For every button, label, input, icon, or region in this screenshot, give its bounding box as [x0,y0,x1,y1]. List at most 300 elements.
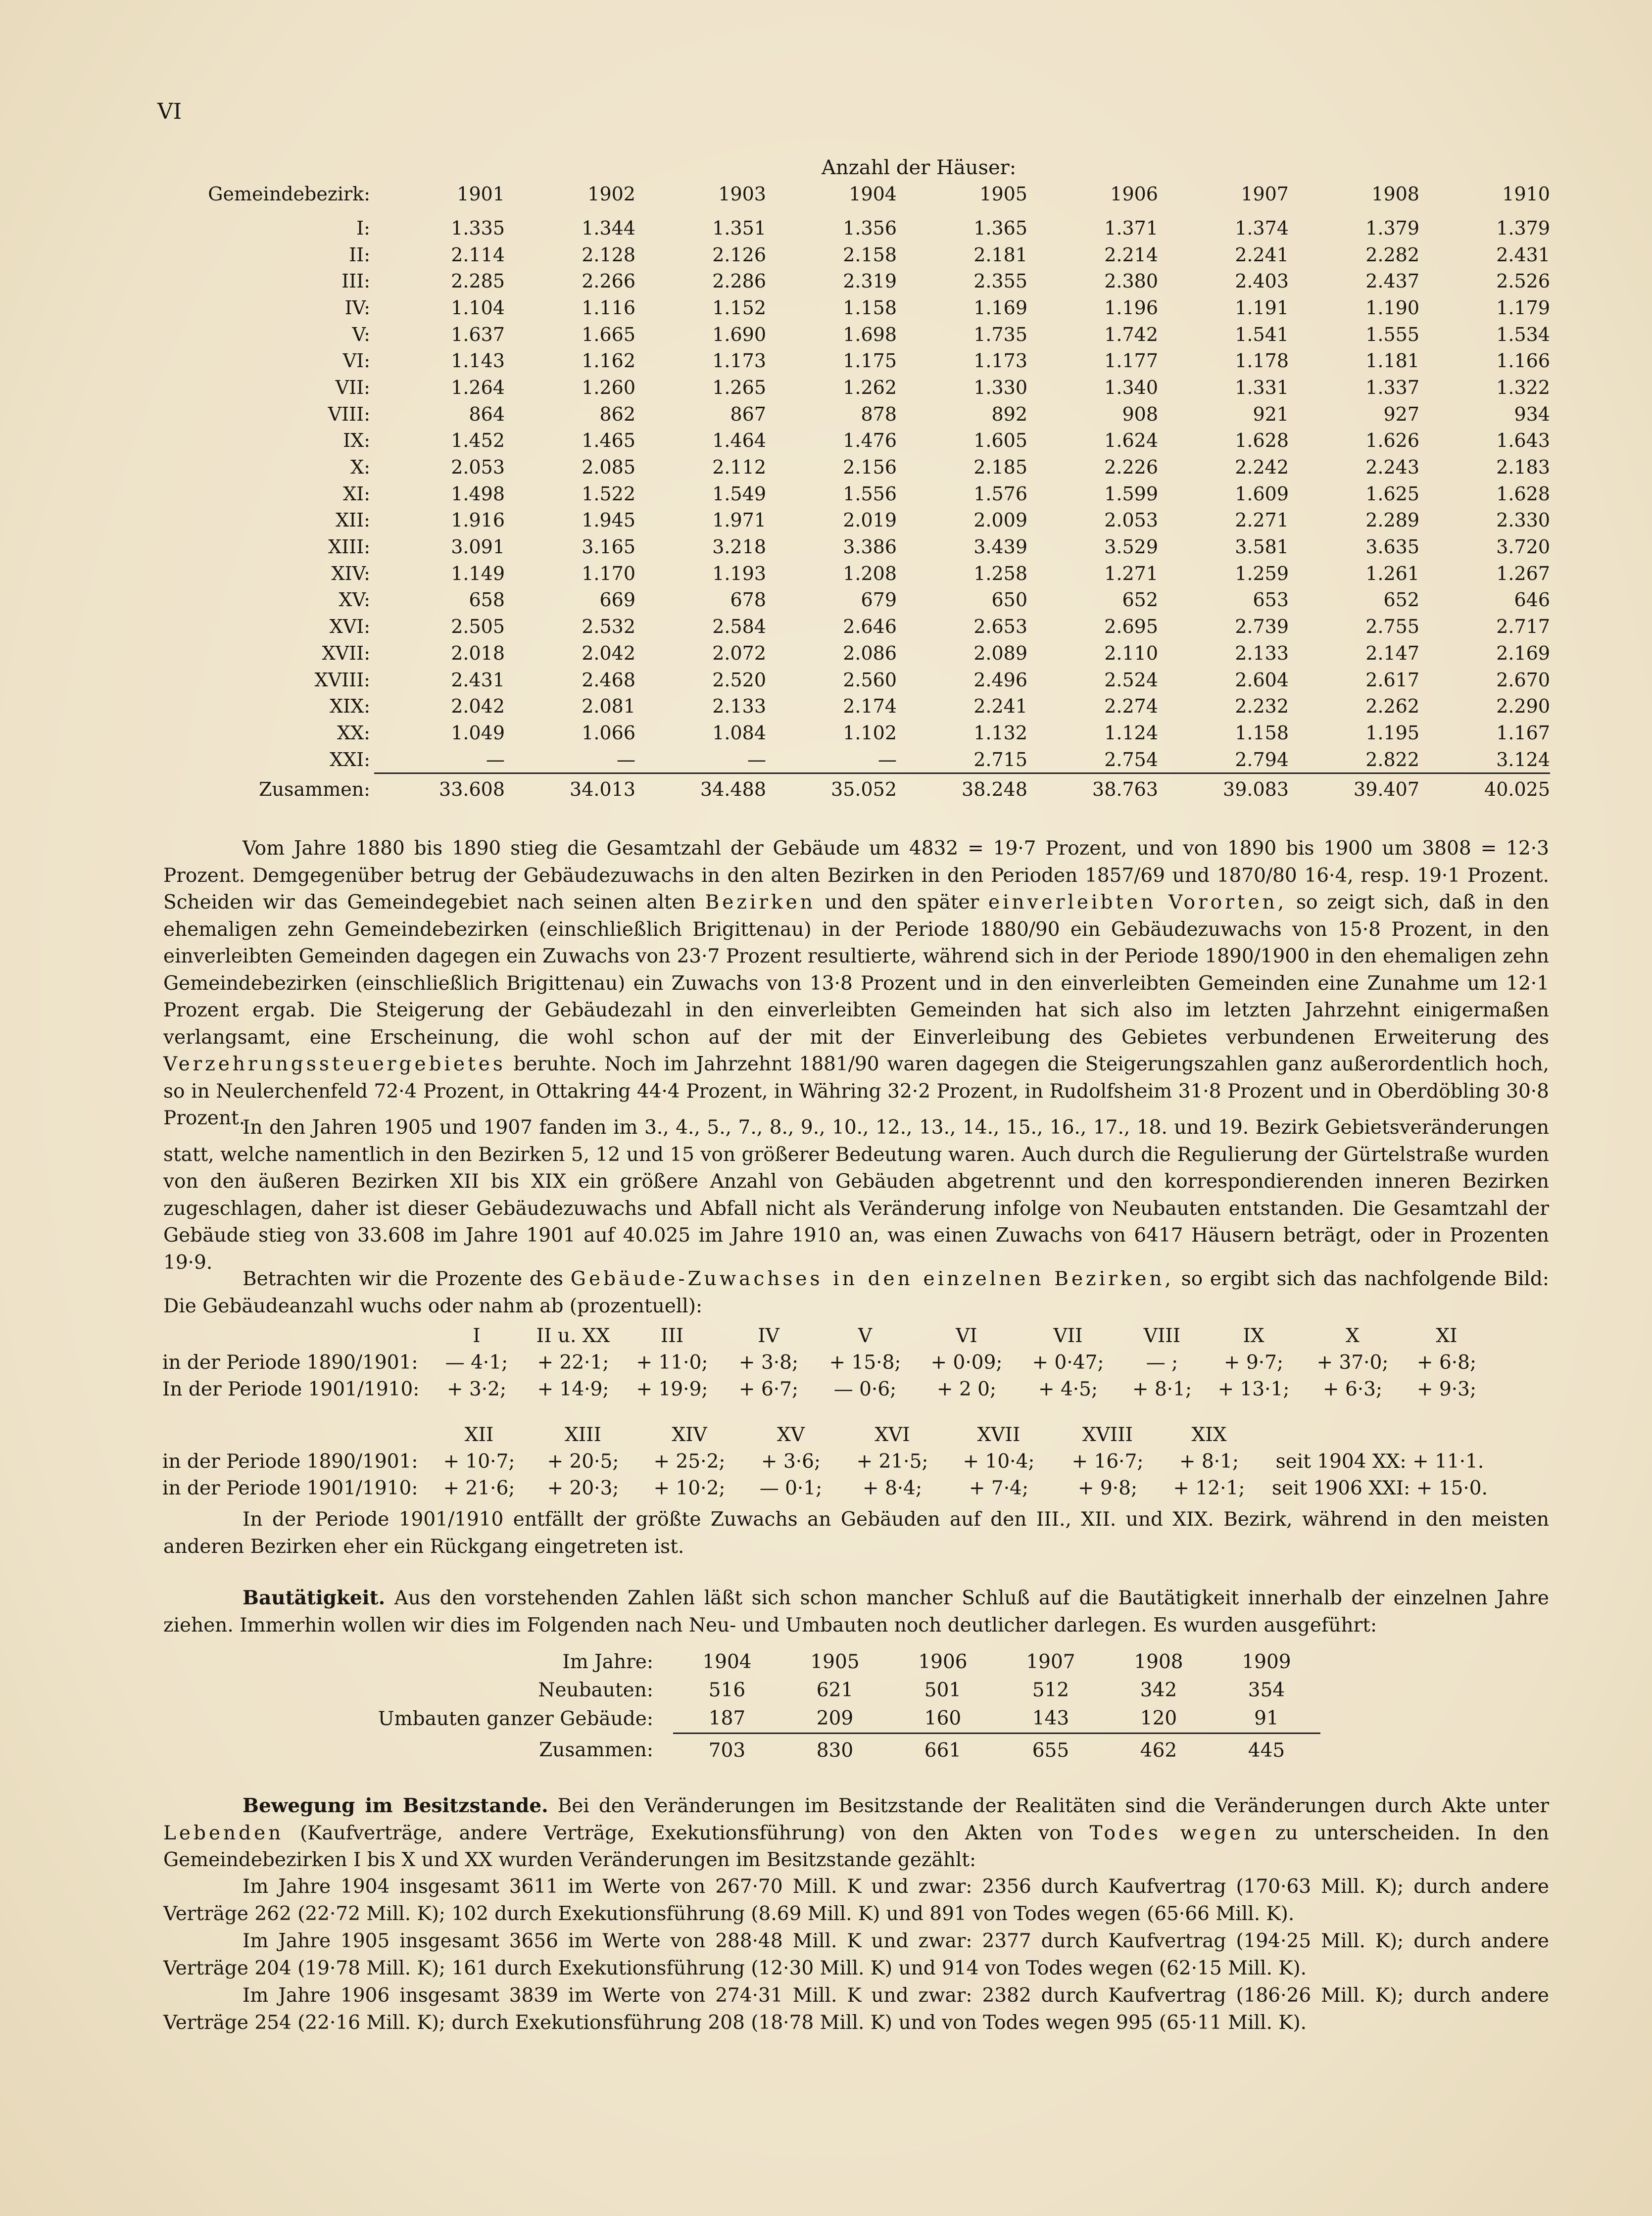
table-cell: 1.132 [973,722,1027,744]
table-cell: 1.576 [973,482,1027,505]
table-cell: 878 [861,403,897,425]
table-cell: 1.158 [1235,722,1289,744]
table-cell: 2.274 [1104,695,1158,718]
table-cell: 2.042 [451,695,505,718]
table-cell: 2.266 [582,270,635,292]
table-cell: 2.133 [1235,642,1289,664]
district-label: VII: [335,376,370,398]
table-cell: 2.822 [1365,748,1419,771]
table-cell: 2.604 [1235,669,1289,691]
percentage-cell: + 3·8; [738,1351,799,1374]
table-cell: 1.331 [1235,376,1289,398]
table-cell: 2.526 [1496,270,1550,292]
table-cell: 1.049 [451,722,505,744]
year-header: 1905 [979,183,1027,205]
district-column-head: XIII [565,1423,601,1446]
table-cell: 3.218 [712,536,766,558]
total-cell: 35.052 [766,773,897,805]
year-header: 1907 [1241,183,1289,205]
table-cell: 652 [1383,589,1419,611]
table-row [178,560,1550,587]
district-column-head: XIV [672,1423,707,1446]
district-label: XVIII: [314,669,370,691]
year-header: 1901 [457,183,505,205]
table-cell: 3.386 [843,536,897,558]
table-row [178,640,1550,667]
table-cell: 1.193 [712,562,766,584]
period-label: in der Periode 1901/1910: [162,1477,418,1499]
percentage-row [162,1448,1504,1475]
table-cell: 1.356 [843,217,897,239]
table-cell: 1.143 [451,350,505,372]
total-cell: 40.025 [1419,773,1550,805]
year-header: 1904 [702,1651,752,1673]
total-cell: 39.083 [1158,773,1289,805]
percentage-cell: + 4·5; [1038,1378,1098,1400]
construction-cell: 512 [1032,1679,1069,1701]
page-number: VI [157,99,182,124]
section-heading-besitzstand: Bewegung im Besitzstande. [243,1794,548,1817]
paragraph-percentages-intro: Betrachten wir die Prozente des Gebäude-Zuwachses in den einzelnen Bezirken, so ergibt sich das nachfolgende Bild: Die Gebäudeanzahl wuchs oder nahm ab (prozentuell): [163,1268,1549,1317]
period-label: in der Periode 1890/1901: [162,1351,418,1374]
table-cell: 1.162 [582,350,635,372]
houses-table [178,183,1550,805]
table-cell: 1.476 [843,430,897,452]
district-column-head: VII [1053,1324,1083,1347]
table-cell: 2.241 [973,695,1027,718]
table-cell: 2.053 [1104,509,1158,531]
table-cell: 1.104 [451,296,505,319]
year-header: 1907 [1026,1651,1075,1673]
total-cell: 655 [997,1734,1105,1767]
construction-cell: 120 [1140,1707,1177,1730]
table-cell: 2.018 [451,642,505,664]
percentage-cell: + 21·6; [443,1477,515,1499]
table-cell: 1.158 [843,296,897,319]
total-cell: 830 [781,1734,889,1767]
total-cell: 462 [1105,1734,1213,1767]
district-label: XIV: [331,562,370,584]
table-cell: 2.242 [1235,456,1289,479]
percentage-cell: + 22·1; [537,1351,609,1374]
table-cell: 1.465 [582,430,635,452]
percentage-cell: + 9·3; [1416,1378,1477,1400]
total-cell: 34.013 [505,773,635,805]
district-label: VIII: [328,403,370,425]
table-cell: 2.183 [1496,456,1550,479]
table-cell: 1.258 [973,562,1027,584]
table-cell: 1.555 [1365,323,1419,345]
percentage-cell: + 19·9; [636,1378,708,1400]
table-row [178,294,1550,321]
construction-cell: 187 [708,1707,746,1730]
district-column-head: XV [777,1423,805,1446]
table-row [178,613,1550,640]
table-cell: 1.175 [843,350,897,372]
table-cell: 3.165 [582,536,635,558]
table-row [178,241,1550,268]
percentage-cell: + 12·1; [1173,1477,1245,1499]
table-cell: 1.365 [973,217,1027,239]
table-row [178,347,1550,374]
table-cell: — [617,748,635,771]
table-cell: 2.089 [973,642,1027,664]
total-cell: 39.407 [1289,773,1419,805]
table-row [178,693,1550,720]
year-header: 1909 [1242,1651,1291,1673]
percentage-cell: + 10·4; [963,1450,1035,1473]
table-cell: 1.522 [582,482,635,505]
year-header: 1906 [1110,183,1158,205]
table-cell: 1.170 [582,562,635,584]
total-label: Zusammen: [259,778,370,800]
table-cell: 1.637 [451,323,505,345]
table-cell: 2.285 [451,270,505,292]
table-cell: 2.505 [451,616,505,638]
district-label: V: [352,323,370,345]
total-cell: 38.763 [1027,773,1158,805]
paragraph-growth-1880-1900: Vom Jahre 1880 bis 1890 stieg die Gesamtzahl der Gebäude um 4832 = 19·7 Prozent, und von 1890 bis 1900 um 3808 = 12·3 Prozent. Demgegenüber betrug der Gebäudezuwachs in den alten Bezirken in den Perioden 1857/69 und 1870/80 16·4, resp. 19·1 Prozent. Scheiden wir das Gemeindegebiet nach seinen alten Bezirken und den später einverleibten Vororten, so zeigt sich, daß in den ehemaligen zehn Gemeindebezirken (einschließlich Brigittenau) in der Periode 1880/90 ein Gebäudezuwachs von 15·8 Prozent, in den einverleibten Gemeinden dagegen ein Zuwachs von 23·7 Prozent resultierte, während sich in der Periode 1890/1900 in den ehemaligen zehn Gemeindebezirken (einschließlich Brigittenau) ein Zuwachs von 13·8 Prozent und in den einverleibten Gemeinden eine Zunahme um 12·1 Prozent ergab. Die Steigerung der Gebäudezahl in den einverleibten Gemeinden hat sich also im letzten Jahrzehnt einigermaßen verlangsamt, eine Erscheinung, die wohl schon auf der mit der Einverleibung des Gebietes verbundenen Erweiterung des Verzehrungssteuergebietes beruhte. Noch im Jahrzehnt 1881/90 waren dagegen die Steigerungszahlen ganz außerordentlich hoch, so in Neulerchenfeld 72·4 Prozent, in Ottakring 44·4 Prozent, in Währing 32·2 Prozent, in Rudolfsheim 31·8 Prozent und in Oberdöbling 30·8 Prozent. [163,837,1549,1129]
percentage-cell: + 10·2; [653,1477,726,1499]
paragraph-year-1906: Im Jahre 1906 insgesamt 3839 im Werte von 274·31 Mill. K und zwar: 2382 durch Kaufvertrag (186·26 Mill. K); durch andere Verträge 254 (22·16 Mill. K); durch Exekutionsführung 208 (18·78 Mill. K) und von Todes wegen 995 (65·11 Mill. K). [163,1984,1549,2034]
table-cell: 3.635 [1365,536,1419,558]
percentage-row [162,1349,1489,1376]
table-cell: 1.698 [843,323,897,345]
total-cell: 33.608 [374,773,505,805]
percentage-cell: + 11·0; [636,1351,708,1374]
table-cell: 1.534 [1496,323,1550,345]
total-cell: 38.248 [897,773,1027,805]
table-cell: 1.259 [1235,562,1289,584]
district-column-head: XII [464,1423,494,1446]
percentage-cell: + 7·4; [969,1477,1029,1499]
table-cell: 1.264 [451,376,505,398]
construction-cell: 621 [816,1679,854,1701]
table-cell: 2.524 [1104,669,1158,691]
table-cell: 2.081 [582,695,635,718]
table-cell: 2.754 [1104,748,1158,771]
percentage-table-1 [162,1322,1489,1402]
table-cell: 2.114 [451,243,505,266]
construction-row [366,1704,1320,1734]
district-label: XIX: [330,695,370,718]
construction-cell: 354 [1248,1679,1285,1701]
percentage-cell: + 6·3; [1322,1378,1383,1400]
period-label: In der Periode 1901/1910: [162,1378,420,1400]
total-cell: 661 [889,1734,997,1767]
table-cell: 1.556 [843,482,897,505]
table-row [178,374,1550,401]
table-cell: 3.581 [1235,536,1289,558]
table-cell: 1.152 [712,296,766,319]
table-cell: 1.262 [843,376,897,398]
table-cell: 2.330 [1496,509,1550,531]
table-cell: 1.379 [1365,217,1419,239]
percentage-cell: + 16·7; [1071,1450,1144,1473]
percentage-cell: + 20·3; [547,1477,619,1499]
table-cell: 2.380 [1104,270,1158,292]
table-cell: 2.232 [1235,695,1289,718]
table-row [178,507,1550,534]
district-label: IX: [343,430,370,452]
spacer [162,1421,430,1448]
total-cell: 445 [1213,1734,1320,1767]
percentage-cell: seit 1904 XX: + 11·1. [1275,1450,1484,1473]
table-cell: 2.019 [843,509,897,531]
table-cell: 2.282 [1365,243,1419,266]
district-column-head: VIII [1143,1324,1181,1347]
percentage-cell: + 9·7; [1223,1351,1284,1374]
percentage-cell: — 0·6; [833,1378,897,1400]
table-cell: 1.208 [843,562,897,584]
table-cell: 1.178 [1235,350,1289,372]
table-cell: 862 [599,403,635,425]
table-cell: 2.520 [712,669,766,691]
table-cell: 2.646 [843,616,897,638]
district-column-head: IX [1243,1324,1264,1347]
district-column-head: V [858,1324,873,1347]
table-cell: 1.179 [1496,296,1550,319]
table-cell: 1.665 [582,323,635,345]
table-cell: 1.344 [582,217,635,239]
table-cell: 927 [1383,403,1419,425]
percentage-cell: + 6·8; [1416,1351,1477,1374]
table-cell: 1.735 [973,323,1027,345]
table-cell: 2.181 [973,243,1027,266]
percentage-cell: — ; [1146,1351,1178,1374]
table-cell: 3.720 [1496,536,1550,558]
percentage-cell: + 0·09; [930,1351,1003,1374]
paragraph-year-1905: Im Jahre 1905 insgesamt 3656 im Werte von 288·48 Mill. K und zwar: 2377 durch Kaufvertrag (194·25 Mill. K); durch andere Verträge 204 (19·78 Mill. K); 161 durch Exekutionsführung (12·30 Mill. K) und 914 von Todes wegen (62·15 Mill. K). [163,1930,1549,1979]
table-row [178,667,1550,693]
table-row [178,401,1550,428]
table-cell: 2.128 [582,243,635,266]
table-cell: 2.169 [1496,642,1550,664]
year-header: 1908 [1134,1651,1183,1673]
table-cell: 1.335 [451,217,505,239]
table-cell: 2.158 [843,243,897,266]
percentage-row [162,1475,1504,1501]
table-cell: 1.124 [1104,722,1158,744]
table-cell: 2.289 [1365,509,1419,531]
district-column-head: XVIII [1082,1423,1133,1446]
table-cell: 2.560 [843,669,897,691]
table-cell: 1.084 [712,722,766,744]
table-row [178,587,1550,614]
table-cell: 1.643 [1496,430,1550,452]
year-header: 1903 [718,183,766,205]
table-cell: 908 [1122,403,1158,425]
year-label: Im Jahre: [562,1651,653,1673]
district-label: X: [350,456,370,479]
table-cell: 2.403 [1235,270,1289,292]
table-cell: 2.156 [843,456,897,479]
table-row [178,215,1550,241]
district-label: XXI: [330,749,370,771]
table-cell: 1.599 [1104,482,1158,505]
percentage-cell: + 6·7; [738,1378,799,1400]
table-cell: 1.177 [1104,350,1158,372]
construction-cell: 516 [708,1679,746,1701]
district-label: XII: [336,509,370,531]
construction-cell: 160 [924,1707,962,1730]
district-column-head: XI [1436,1324,1458,1347]
percentage-cell: + 10·7; [443,1450,515,1473]
district-label: XI: [343,482,370,505]
table-cell: 1.169 [973,296,1027,319]
table-cell: 1.452 [451,430,505,452]
district-column-head: I [473,1324,481,1347]
table-cell: 1.690 [712,323,766,345]
table-cell: 2.695 [1104,616,1158,638]
table-cell: 1.549 [712,482,766,505]
table-cell: 2.653 [973,616,1027,638]
table-cell: 1.626 [1365,430,1419,452]
table-cell: 1.916 [451,509,505,531]
table-cell: — [878,748,897,771]
table-cell: 1.173 [973,350,1027,372]
percentage-cell: + 15·8; [829,1351,901,1374]
construction-header-row [366,1648,1320,1676]
table-cell: 1.371 [1104,217,1158,239]
district-column-head: III [660,1324,684,1347]
paragraph-besitzstand: Bewegung im Besitzstande. Bei den Veränderungen im Besitzstande der Realitäten sind die Veränderungen durch Akte unter Lebenden (Kaufverträge, andere Verträge, Exekutionsführung) von den Akten von Todes wegen zu unterscheiden. In den Gemeindebezirken I bis X und XX wurden Veränderungen im Besitzstande gezählt: [163,1794,1549,1871]
table-cell: 2.085 [582,456,635,479]
table-cell: 2.133 [712,695,766,718]
percentage-cell: + 8·1; [1132,1378,1192,1400]
table-cell: 2.174 [843,695,897,718]
table-cell: 2.226 [1104,456,1158,479]
paragraph-year-1904: Im Jahre 1904 insgesamt 3611 im Werte von 267·70 Mill. K und zwar: 2356 durch Kaufvertrag (170·63 Mill. K); durch andere Verträge 262 (22·72 Mill. K); 102 durch Exekutionsführung (8.69 Mill. K) und 891 von Todes wegen (65·66 Mill. K). [163,1876,1549,1925]
year-header: 1904 [849,183,897,205]
district-column-head [1256,1421,1504,1448]
percentage-cell: + 9·8; [1077,1477,1138,1499]
table-caption: Anzahl der Häuser: [822,156,1017,179]
district-label: XV: [339,589,370,611]
table-cell: 2.468 [582,669,635,691]
table-cell: 1.605 [973,430,1027,452]
total-label: Zusammen: [539,1738,653,1761]
table-cell: 3.529 [1104,536,1158,558]
table-cell: 2.431 [451,669,505,691]
percentage-row [162,1376,1489,1402]
table-cell: 2.053 [451,456,505,479]
year-header: 1906 [918,1651,968,1673]
table-cell: 2.739 [1235,616,1289,638]
table-cell: 1.066 [582,722,635,744]
year-header: 1910 [1502,183,1550,205]
table-cell: 934 [1514,403,1550,425]
table-cell: 1.628 [1235,430,1289,452]
table-cell: 892 [991,403,1027,425]
table-cell: 1.464 [712,430,766,452]
percentage-cell: seit 1906 XXI: + 15·0. [1271,1477,1488,1499]
table-cell: 2.241 [1235,243,1289,266]
district-label: XVII: [322,642,370,664]
table-cell: 2.755 [1365,616,1419,638]
construction-cell: 501 [924,1679,962,1701]
table-cell: 1.267 [1496,562,1550,584]
district-column-head: XVII [977,1423,1020,1446]
table-cell: 679 [861,589,897,611]
district-label: XX: [337,722,370,744]
percentage-cell: + 20·5; [547,1450,619,1473]
table-cell: 2.110 [1104,642,1158,664]
percentage-header-row [162,1421,1504,1448]
district-label: XIII: [328,536,370,558]
table-cell: — [747,748,766,771]
spacer [162,1322,430,1349]
table-cell: 1.261 [1365,562,1419,584]
paragraph-bautaetigkeit: Bautätigkeit. Aus den vorstehenden Zahlen läßt sich schon mancher Schluß auf die Bautätigkeit innerhalb der einzelnen Jahre ziehen. Immerhin wollen wir dies im Folgenden nach Neu- und Umbauten noch deutlicher darlegen. Es wurden ausgeführt: [163,1587,1549,1637]
period-label: in der Periode 1890/1901: [162,1450,418,1473]
row-label: Umbauten ganzer Gebäude: [378,1707,653,1730]
table-cell: 1.337 [1365,376,1419,398]
percentage-cell: + 3·6; [761,1450,821,1473]
percentage-cell: + 8·1; [1179,1450,1239,1473]
table-cell: 658 [469,589,505,611]
table-row [178,746,1550,773]
district-label: II: [349,243,370,266]
row-label: Neubauten: [538,1679,653,1701]
table-cell: 1.149 [451,562,505,584]
table-cell: 2.794 [1235,748,1289,771]
table-cell: 1.102 [843,722,897,744]
construction-table [366,1648,1320,1767]
table-cell: 2.185 [973,456,1027,479]
table-cell: 2.286 [712,270,766,292]
table-cell: 678 [730,589,766,611]
district-column-head: VI [956,1324,977,1347]
table-cell: 2.437 [1365,270,1419,292]
table-cell: 1.628 [1496,482,1550,505]
total-row [178,773,1550,805]
table-cell: 2.617 [1365,669,1419,691]
table-cell: 864 [469,403,505,425]
table-row [178,321,1550,348]
table-cell: 1.945 [582,509,635,531]
table-cell: — [486,748,505,771]
district-column-head: XVI [875,1423,910,1446]
table-cell: 2.147 [1365,642,1419,664]
percentage-table-2 [162,1421,1504,1501]
table-cell: 2.290 [1496,695,1550,718]
district-column-head: X [1346,1324,1360,1347]
paragraph-largest-growth: In der Periode 1901/1910 entfällt der größte Zuwachs an Gebäuden auf den III., XII. und XIX. Bezirk, während in den meisten anderen Bezirken eher ein Rückgang eingetreten ist. [163,1508,1549,1558]
table-cell: 3.439 [973,536,1027,558]
table-cell: 1.340 [1104,376,1158,398]
table-cell: 2.042 [582,642,635,664]
table-cell: 2.431 [1496,243,1550,266]
table-cell: 1.498 [451,482,505,505]
table-cell: 1.167 [1496,722,1550,744]
table-cell: 2.271 [1235,509,1289,531]
table-cell: 669 [599,589,635,611]
percentage-cell: + 25·2; [653,1450,726,1473]
district-label: XVI: [329,616,370,638]
table-cell: 1.265 [712,376,766,398]
table-row [178,533,1550,560]
table-cell: 1.191 [1235,296,1289,319]
table-cell: 867 [730,403,766,425]
table-cell: 2.717 [1496,616,1550,638]
table-cell: 1.351 [712,217,766,239]
table-row [178,428,1550,454]
table-cell: 2.584 [712,616,766,638]
table-cell: 1.166 [1496,350,1550,372]
table-cell: 1.742 [1104,323,1158,345]
year-header: 1908 [1371,183,1419,205]
